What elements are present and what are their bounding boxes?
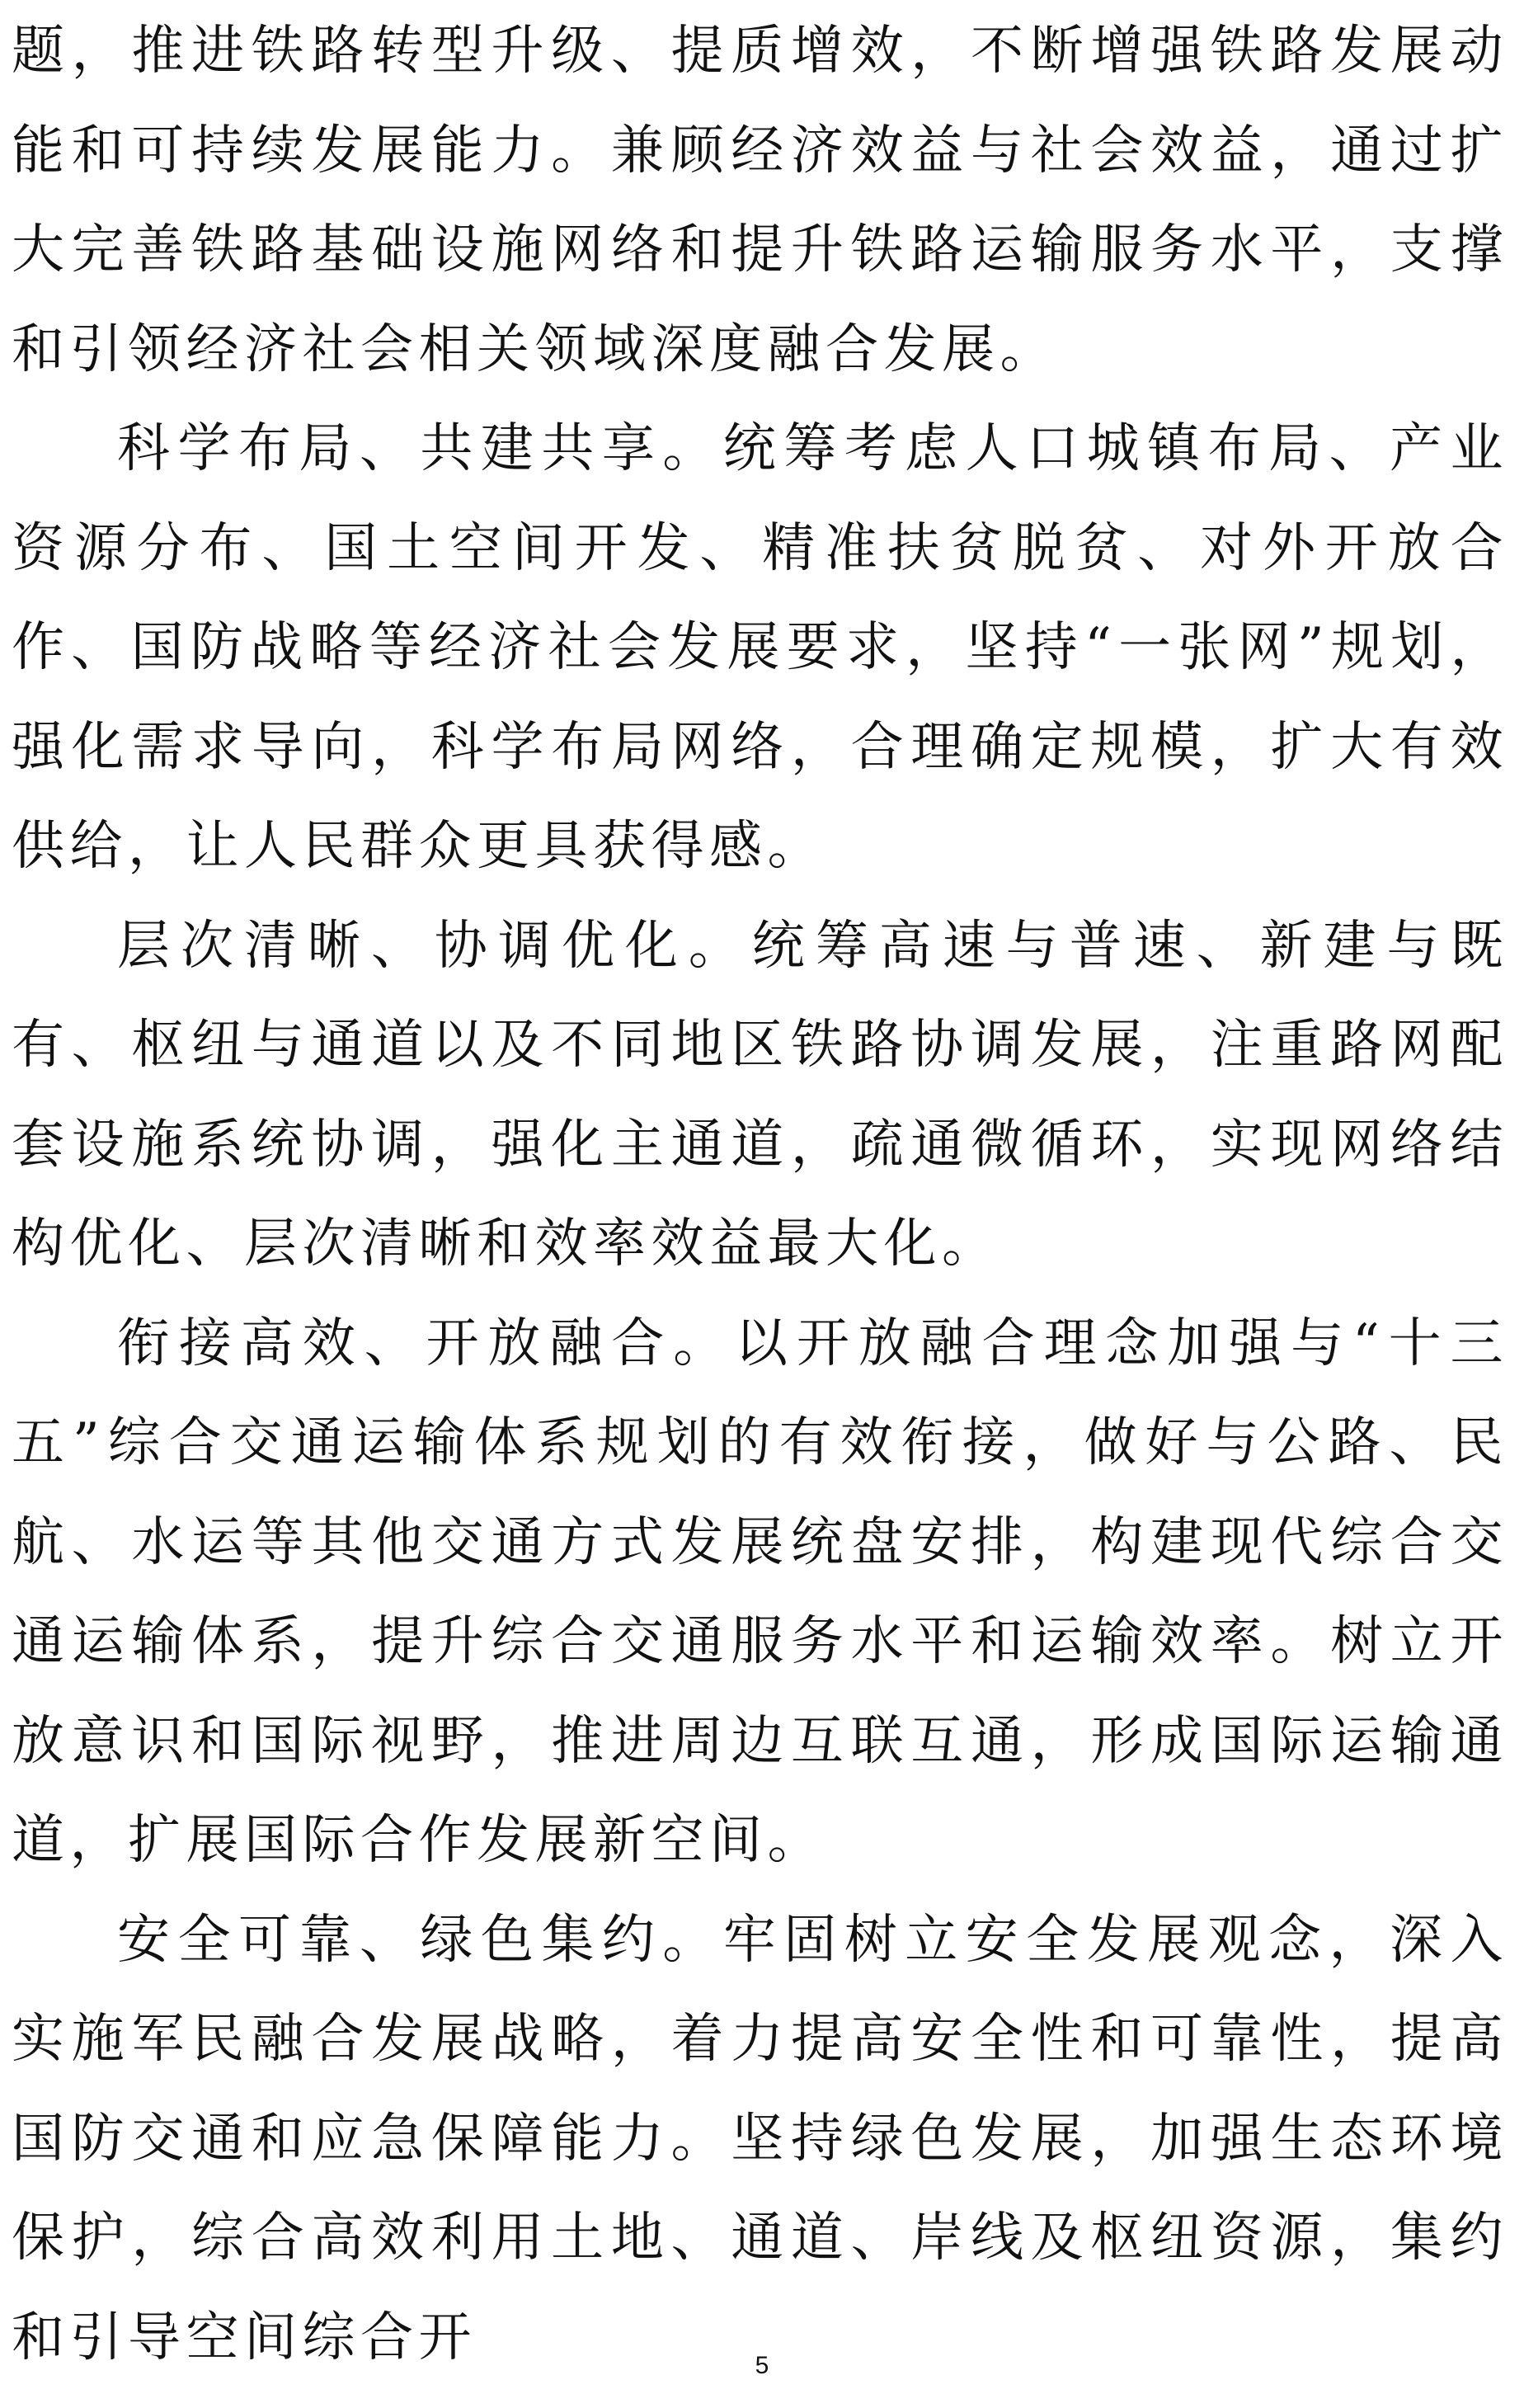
paragraph-scientific-layout: 科学布局、共建共享。统筹考虑人口城镇布局、产业资源分布、国土空间开发、精准扶贫脱贫、对外开放合作、国防战略等经济社会发展要求，坚持“一张网”规划，强化需求导向，科学布局网络，合理确定规模，扩大有效供给，让人民群众更具获得感。: [12, 418, 1508, 877]
paragraph-clear-hierarchy: 层次清晰、协调优化。统筹高速与普速、新建与既有、枢纽与通道以及不同地区铁路协调发展，注重路网配套设施系统协调，强化主通道，疏通微循环，实现网络结构优化、层次清晰和效率效益最大化。: [12, 915, 1508, 1275]
paragraph-efficient-connection: 衔接高效、开放融合。以开放融合理念加强与“十三五”综合交通运输体系规划的有效衔接，做好与公路、民航、水运等其他交通方式发展统盘安排，构建现代综合交通运输体系，提升综合交通服务水平和运输效率。树立开放意识和国际视野，推进周边互联互通，形成国际运输通道，扩展国际合作发展新空间。: [12, 1312, 1508, 1871]
paragraph-continuation: 题，推进铁路转型升级、提质增效，不断增强铁路发展动能和可持续发展能力。兼顾经济效益与社会效益，通过扩大完善铁路基础设施网络和提升铁路运输服务水平，支撑和引领经济社会相关领域深度融合发展。: [12, 21, 1508, 380]
page-number: 5: [755, 2352, 769, 2379]
body-text: [12, 2, 1508, 2387]
paragraph-safe-green: 安全可靠、绿色集约。牢固树立安全发展观念，深入实施军民融合发展战略，着力提高安全性和可靠性，提高国防交通和应急保障能力。坚持绿色发展，加强生态环境保护，综合高效利用土地、通道、岸线及枢纽资源，集约和引导空间综合开: [12, 1909, 1508, 2368]
